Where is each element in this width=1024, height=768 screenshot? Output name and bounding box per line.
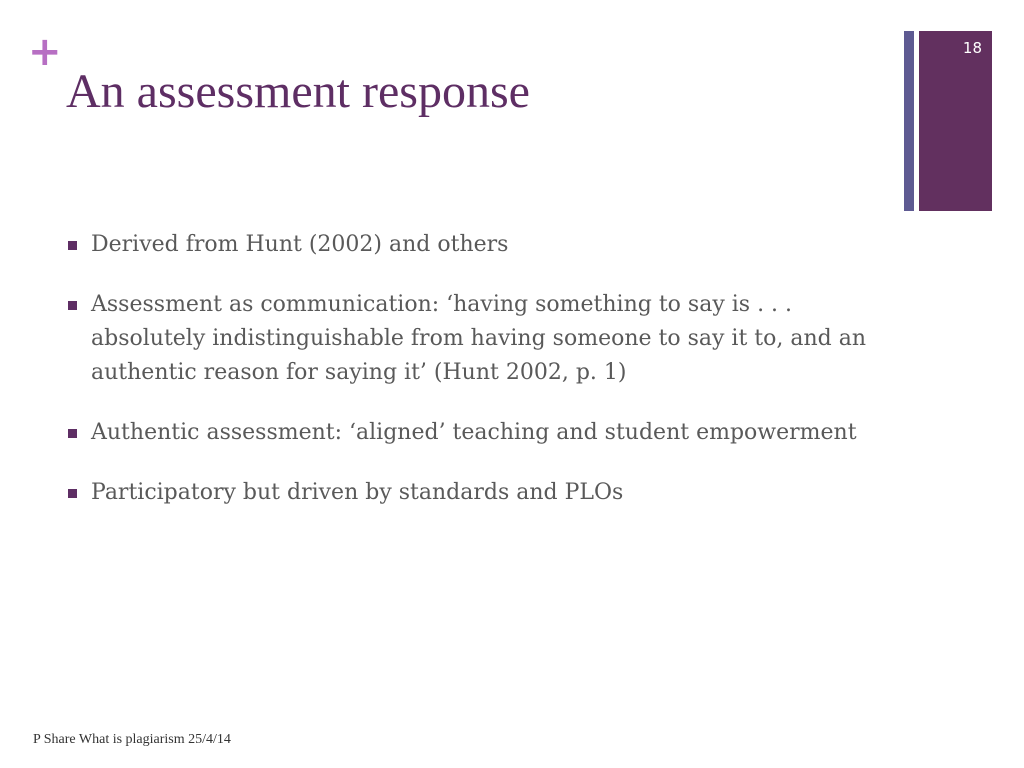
- square-bullet-icon: [68, 301, 77, 310]
- bullet-item: [68, 288, 888, 390]
- accent-stripe: [904, 31, 914, 211]
- square-bullet-icon: [68, 489, 77, 498]
- square-bullet-icon: [68, 429, 77, 438]
- plus-icon: +: [28, 29, 62, 75]
- bullet-item: [68, 476, 888, 510]
- bullet-text: Assessment as communication: ‘having something to say is . . . absolutely indistinguishable from having someone to say it to, and an authentic reason for saying it’ (Hunt 2002, p. 1): [91, 292, 867, 385]
- bullet-item: [68, 416, 888, 450]
- bullet-text: Derived from Hunt (2002) and others: [91, 232, 509, 257]
- slide-title: An assessment response: [66, 65, 530, 118]
- slide-number: 18: [962, 39, 982, 57]
- bullet-item: [68, 228, 888, 262]
- square-bullet-icon: [68, 241, 77, 250]
- accent-bar: [919, 31, 992, 211]
- bullet-text: Participatory but driven by standards and PLOs: [91, 480, 624, 505]
- bullet-text: Authentic assessment: ‘aligned’ teaching and student empowerment: [91, 420, 857, 445]
- footer-text: P Share What is plagiarism 25/4/14: [33, 732, 231, 747]
- bullet-list: [68, 228, 888, 536]
